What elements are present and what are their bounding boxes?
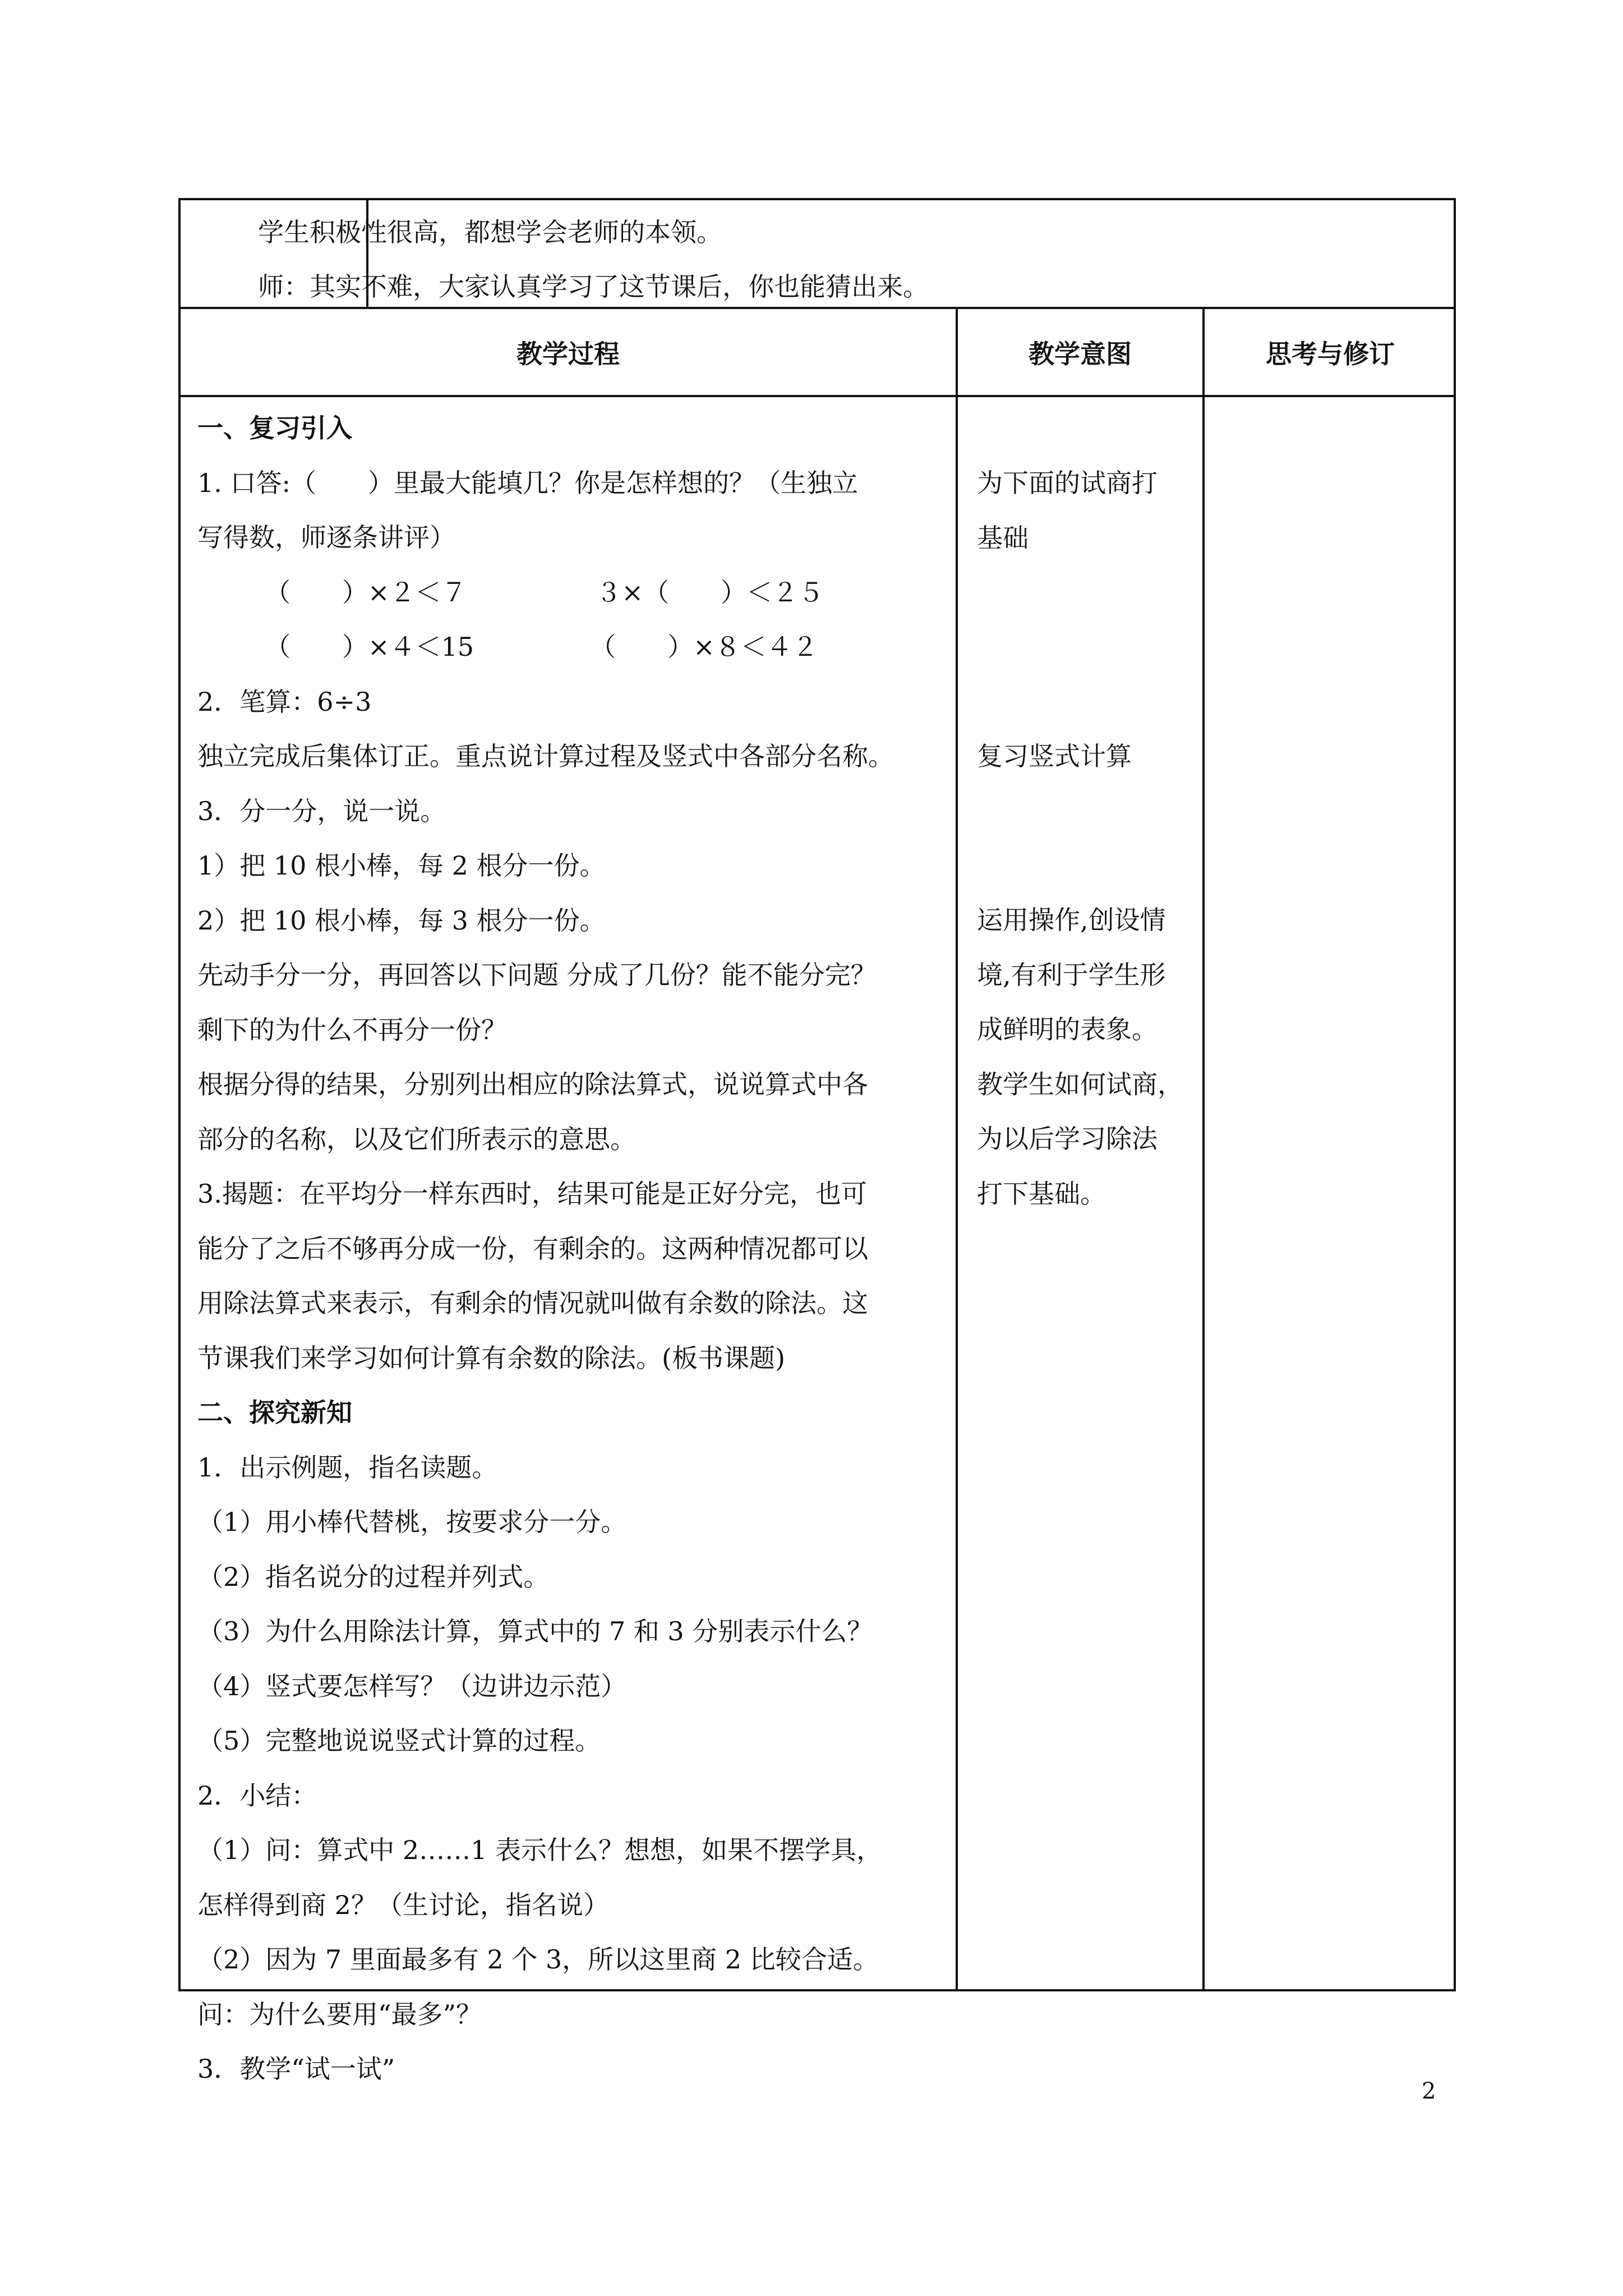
header-teaching-intent: 教学意图: [1029, 338, 1132, 369]
process-line: 先动手分一分，再回答以下问题 分成了几份？能不能分完？: [197, 960, 877, 990]
process-line: 剩下的为什么不再分一份？: [197, 1014, 507, 1045]
header-reflection: 思考与修订: [1266, 338, 1395, 369]
intent-line: 成鲜明的表象。: [977, 1014, 1158, 1045]
column-divider: [956, 309, 958, 1989]
intent-line: 打下基础。: [977, 1178, 1106, 1209]
page-number: 2: [1422, 2078, 1436, 2104]
process-line: （3）为什么用除法计算，算式中的 7 和 3 分别表示什么？: [197, 1616, 873, 1646]
process-line: （4）竖式要怎样写？（边讲边示范）: [197, 1671, 627, 1701]
process-line: 写得数，师逐条讲评）: [197, 522, 455, 553]
process-line: 2）把 10 根小棒，每 3 根分一份。: [197, 905, 606, 936]
intent-line: 为以后学习除法: [977, 1124, 1158, 1154]
intent-group-3: [977, 893, 1201, 1221]
top-text-line-1: 学生积极性很高，都想学会老师的本领。: [258, 217, 722, 247]
process-line: （5）完整地说说竖式计算的过程。: [197, 1726, 601, 1756]
intent-line: 为下面的试商打: [977, 468, 1158, 498]
header-divider: [181, 395, 1454, 397]
intent-line: 复习竖式计算: [977, 741, 1132, 771]
process-line: 1．出示例题，指名读题。: [197, 1452, 498, 1483]
column-divider: [1202, 309, 1205, 1989]
intent-group-1: [977, 456, 1201, 565]
process-line: 3.揭题：在平均分一样东西时，结果可能是正好分完，也可: [197, 1179, 867, 1209]
process-line: 怎样得到商 2？（生讨论，指名说）: [197, 1889, 609, 1920]
top-text-line-2: 师：其实不难，大家认真学习了这节课后，你也能猜出来。: [258, 272, 929, 302]
process-line: （2）指名说分的过程并列式。: [197, 1561, 550, 1592]
process-line: （1）问：算式中 2……1 表示什么？想想，如果不摆学具，: [197, 1835, 883, 1865]
intent-line: 境,有利于学生形: [977, 959, 1166, 990]
section-heading: 一、复习引入: [197, 413, 352, 443]
process-line: 1）把 10 根小棒，每 2 根分一份。: [197, 850, 606, 881]
intent-line: 运用操作,创设情: [977, 905, 1166, 935]
process-line: 2．笔算：6÷3: [197, 686, 372, 717]
process-line: 2．小结：: [197, 1780, 317, 1811]
process-line: 根据分得的结果，分别列出相应的除法算式，说说算式中各: [197, 1069, 868, 1099]
intent-line: 基础: [977, 522, 1029, 553]
process-line: 用除法算式来表示，有剩余的情况就叫做有余数的除法。这: [197, 1288, 868, 1318]
header-teaching-process: 教学过程: [517, 338, 620, 369]
process-line: 3．教学“试一试”: [197, 2054, 395, 2084]
teaching-process-column: [197, 401, 949, 2097]
process-line: （ ）×２＜７ ３×（ ）＜２５: [265, 577, 824, 608]
process-line: （1）用小棒代替桃，按要求分一分。: [197, 1507, 627, 1537]
intent-group-2: [977, 729, 1201, 784]
lesson-table: [178, 307, 1456, 2084]
process-line: 独立完成后集体订正。重点说计算过程及竖式中各部分名称。: [197, 741, 894, 771]
process-line: 1. 口答:（ ）里最大能填几？你是怎样想的？（生独立: [197, 467, 859, 498]
section-heading: 二、探究新知: [197, 1397, 352, 1428]
process-line: 问：为什么要用“最多”？: [197, 1999, 482, 2030]
process-line: 节课我们来学习如何计算有余数的除法。(板书课题): [197, 1342, 785, 1373]
process-line: （ ）×４＜15 （ ）×８＜４２: [265, 632, 818, 662]
intent-line: 教学生如何试商，: [977, 1069, 1183, 1099]
process-line: （2）因为 7 里面最多有 2 个 3，所以这里商 2 比较合适。: [197, 1944, 879, 1975]
process-line: 部分的名称，以及它们所表示的意思。: [197, 1124, 636, 1154]
process-line: 3．分一分，说一说。: [197, 795, 446, 826]
process-line: 能分了之后不够再分成一份，有剩余的。这两种情况都可以: [197, 1233, 868, 1264]
